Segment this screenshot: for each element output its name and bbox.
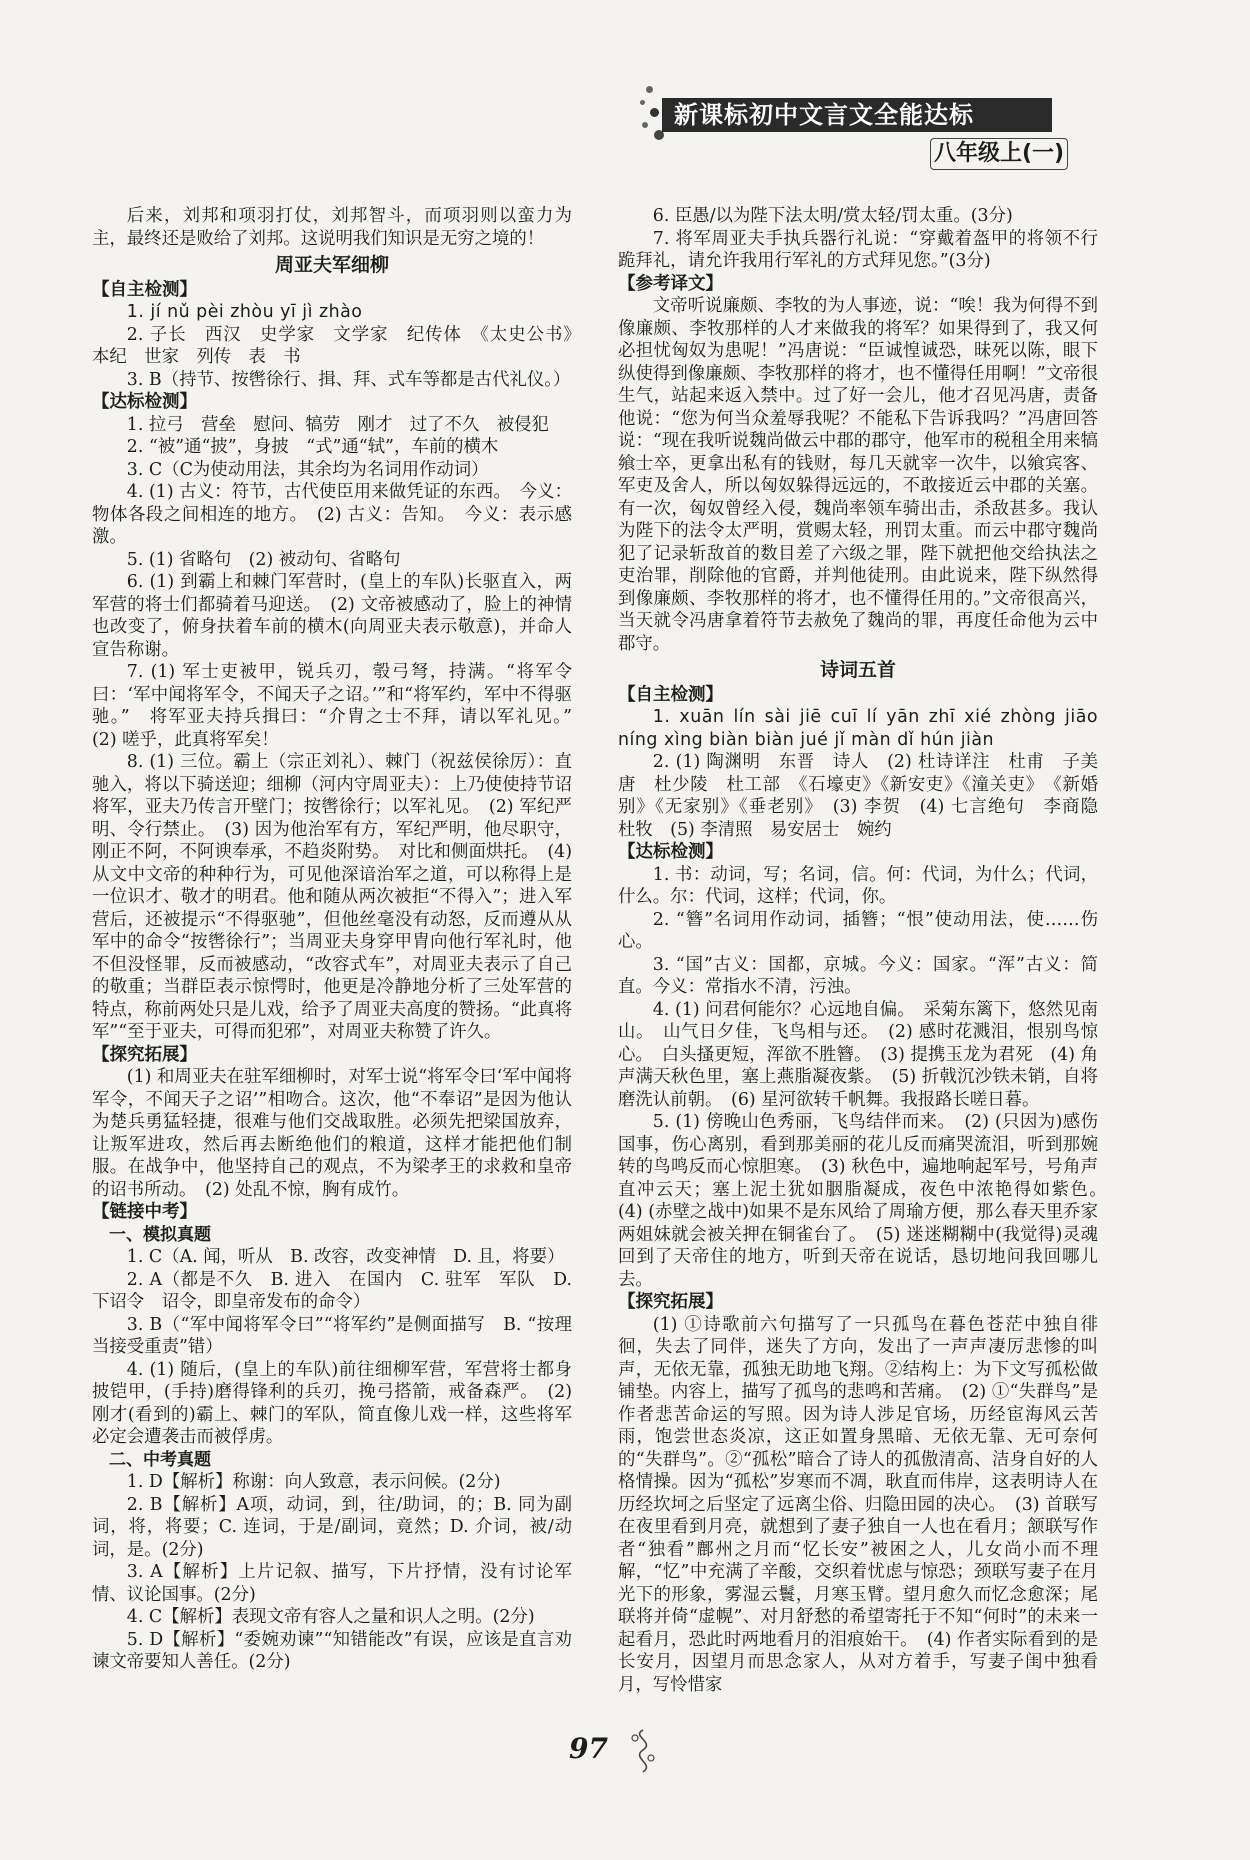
answer-paragraph: 2. (1) 陶渊明 东晋 诗人 (2) 杜诗详注 杜甫 子美 唐 杜少陵 杜工部 《石壕吏》《新安吏》《潼关吏》 《新婚别》《无家别》《垂老别》 (3) 李贺 (4) 七言绝句 李商隐 杜牧 (5) 李清照 易安居士 婉约	[618, 752, 1116, 840]
answer-paragraph: 3. C（C为使动用法，其余均为名词用作动词）	[126, 459, 489, 480]
answer-paragraph: 6. (1) 到霸上和棘门军营时，(皇上的车队)长驱直入，两军营的将士们都骑着马迎送。 (2) 文帝被感动了，脸上的神情也改变了，俯身扶着车前的横木(向周亚夫表示敬意)，并命人宣告称谢。	[92, 572, 572, 660]
section-heading: 【自主检测】	[92, 279, 197, 300]
answer-paragraph: 1. D【解析】称谢：向人致意，表示问候。(2分)	[126, 1472, 501, 1492]
answer-paragraph: 6. 臣愚/以为陛下法太明/赏太轻/罚太重。(3分)	[652, 206, 1013, 226]
answer-paragraph: 3. A【解析】上片记叙、描写，下片抒情，没有讨论军情、议论国事。(2分)	[92, 1562, 572, 1605]
answer-paragraph: 5. D【解析】“委婉劝谏”“知错能改”有误，应该是直言劝谏文帝要知人善任。(2分)	[92, 1629, 572, 1672]
answer-paragraph: 3. B（持节、按辔徐行、揖、拜、式车等都是古代礼仪。）	[126, 369, 571, 390]
answer-paragraph: (1) ①诗歌前六句描写了一只孤鸟在暮色苍茫中独自徘徊，失去了同伴，迷失了方向，发出了一声声凄厉悲惨的叫声，无依无靠，孤独无助地飞翔。②结构上：为下文写孤松做铺垫。内容上，描写了孤鸟的悲鸣和苦痛。 (2) ①“失群鸟”是作者悲苦命运的写照。因为诗人涉足官场，历经宦海风云苦雨，饱尝世态炎凉，这正如置身黑暗、无依无靠、无可奈何的“失群鸟”。②“孤松”暗合了诗人的孤傲清高、洁身自好的人格情操。因为“孤松”岁寒而不凋，耿直而伟岸，这表明诗人在历经坎坷之后坚定了远离尘俗、归隐田园的决心。 (3) 首联写在夜里看到月亮，就想到了妻子独自一人也在看月；颔联写作者“独看”鄜州之月而“忆长安”被困之人，儿女尚小而不理解，“忆”中充满了辛酸，交织着忧虑与惊恐；颈联写妻子在月光下的形象，雾湿云鬟，月寒玉臂。望月愈久而忆念愈深；尾联将并倚“虚幌”、对月舒愁的希望寄托于不知“何时”的未来一起看月，恐此时两地看月的泪痕始干。 (4) 作者实际看到的是长安月，因望月而思念家人，从对方着手，写妻子闺中独看月，写怜惜家	[618, 1314, 1098, 1695]
section-heading: 【参考译文】	[618, 273, 723, 294]
answer-paragraph: 1. C（A. 闻，听从 B. 改容，改变神情 D. 且，将要）	[126, 1247, 565, 1267]
section-heading: 【探究拓展】	[618, 1292, 723, 1312]
answer-paragraph: 4. (1) 古义：符节，古代使臣用来做凭证的东西。 今义：物体各段之间相连的地方。 (2) 古义：告知。 今义：表示感激。	[92, 482, 572, 547]
answer-paragraph: 7. (1) 军士吏被甲，锐兵刃，彀弓弩，持满。“将军令曰：‘军中闻将军令，不闻天子之诏。’”和“将军约，军中不得驱驰。” 将军亚夫持兵揖曰：“介胄之士不拜，请以军礼见。” (2) 嗟乎，此真将军矣！	[92, 662, 590, 750]
section-title: 诗词五首	[819, 659, 896, 681]
pinyin-answer: 1. jí nǔ pèi zhòu yī jì zhào	[126, 302, 363, 322]
left-column	[92, 205, 590, 1674]
answer-paragraph: 4. (1) 问君何能尔？心远地自偏。 采菊东篱下，悠然见南山。 山气日夕佳，飞鸟相与还。 (2) 感时花溅泪，恨别鸟惊心。 白头搔更短，浑欲不胜簪。 (3) 提携玉龙为君死 (4) 角声满天秋色里，塞上燕脂凝夜紫。 (5) 折戟沉沙铁未销，自将磨洗认前朝。 (6) 星河欲转千帆舞。我报路长嗟日暮。	[618, 999, 1098, 1110]
answer-paragraph: 后来，刘邦和项羽打仗，刘邦智斗，而项羽则以蛮力为主，最终还是败给了刘邦。这说明我们知识是无穷之境的！	[92, 206, 572, 249]
section-heading: 【探究拓展】	[92, 1044, 197, 1065]
book-series-title: 新课标初中文言文全能达标	[662, 98, 1052, 132]
section-heading: 【链接中考】	[92, 1202, 197, 1222]
section-title: 周亚夫军细柳	[274, 254, 389, 276]
answer-paragraph: (1) 和周亚夫在驻军细柳时，对军士说“将军令曰‘军中闻将军令，不闻天子之诏’”相吻合。这次，他“不奉诏”是因为他认为楚兵勇猛轻捷，很难与他们交战取胜。必须先把梁国放弃，让叛军进攻，然后再去断绝他们的粮道，这样才能把他们制服。在战争中，他坚持自己的观点，不为梁孝王的求救和皇帝的诏书所动。 (2) 处乱不惊，胸有成竹。	[92, 1067, 572, 1200]
answer-paragraph: 2. 子长 西汉 史学家 文学家 纪传体 《太史公书》 本纪 世家 列传 表 书	[92, 324, 590, 367]
answer-paragraph: 7. 将军周亚夫手执兵器行礼说：“穿戴着盔甲的将领不行跪拜礼，请允许我用行军礼的方式拜见您。”(3分)	[618, 228, 1098, 271]
section-heading: 【达标检测】	[618, 842, 723, 862]
answer-paragraph: 2. A（都是不久 B. 进入 在国内 C. 驻军 军队 D. 下诏令 诏令，即皇帝发布的命令）	[92, 1269, 572, 1312]
page-footer	[565, 1728, 685, 1778]
subsection-heading: 一、模拟真题	[109, 1224, 211, 1245]
flourish-icon	[623, 1728, 663, 1774]
answer-paragraph: 2. “簪”名词用作动词，插簪；“恨”使动用法，使……伤心。	[618, 909, 1098, 952]
answer-paragraph: 2. “被”通“披”，身披 “式”通“轼”，车前的横木	[126, 437, 499, 457]
answer-paragraph: 8. (1) 三位。霸上（宗正刘礼）、棘门（祝兹侯徐厉）：直驰入，将以下骑送迎；细柳（河内守周亚夫）：上乃使使持节诏将军，亚夫乃传言开壁门；按辔徐行；以军礼见。 (2) 军纪严明、令行禁止。 (3) 因为他治军有方，军纪严明，他尽职守，刚正不阿，不阿谀奉承，不趋炎附势。 对比和侧面烘托。 (4) 从文中文帝的种种行为，可见他深谙治军之道，可以称得上是一位识才、敬才的明君。他和随从两次被拒“不得入”；进入军营后，还被提示“不得驱驰”，但他丝毫没有动怒，反而遵从从军中的命令“按辔徐行”；当周亚夫身穿甲胄向他行军礼时，他不但没怪罪，反而被感动，“改容式车”，对周亚夫表示了自己的敬重；当群臣表示惊愕时，他更是冷静地分析了三处军营的特点，称前两处只是儿戏，给予了周亚夫高度的赞扬。“此真将军”“至于亚夫，可得而犯邪”，对周亚夫称赞了许久。	[92, 752, 572, 1042]
subsection-heading: 二、中考真题	[109, 1449, 211, 1470]
page-header	[640, 86, 1065, 176]
answer-paragraph: 2. B【解析】A项，动词，到，往/助词，的；B. 同为副词，将，将要；C. 连词，于是/副词，竟然；D. 介词，被/动词，是。(2分)	[92, 1494, 572, 1560]
pinyin-answer: 1. xuān lín sài jiē cuī lí yān zhī xié zhòng jiāo níng xìng biàn biàn jué jǐ màn dǐ hún jiàn	[618, 707, 1098, 750]
answer-paragraph: 1. 书：动词，写；名词，信。何：代词，为什么；代词，什么。尔：代词，这样；代词，你。	[618, 864, 1098, 907]
page-number: 97	[569, 1732, 608, 1765]
answer-paragraph: 4. C【解析】表现文帝有容人之量和识人之明。(2分)	[126, 1607, 535, 1627]
answer-paragraph: 4. (1) 随后，(皇上的车队)前往细柳军营，军营将士都身披铠甲，(手持)磨得锋利的兵刃，挽弓搭箭，戒备森严。 (2) 刚才(看到的)霸上、棘门的军队，简直像儿戏一样，这些将军必定会遭袭击而被俘虏。	[92, 1359, 572, 1447]
answer-paragraph: 5. (1) 傍晚山色秀丽，飞鸟结伴而来。 (2) (只因为)感伤国事，伤心离别，看到那美丽的花儿反而痛哭流泪，听到那婉转的鸟鸣反而心惊胆寒。 (3) 秋色中，遍地响起军号，号角声直冲云天；塞上泥土犹如胭脂凝成，夜色中浓艳得如紫色。 (4) (赤壁之战中)如果不是东风给了周瑜方便，那么春天里乔家两姐妹就会被关押在铜雀台了。 (5) 迷迷糊糊中(我觉得)灵魂回到了天帝住的地方，听到天帝在说话，恳切地问我回哪儿去。	[618, 1112, 1116, 1290]
answer-paragraph: 文帝听说廉颇、李牧的为人事迹，说：“唉！我为何得不到像廉颇、李牧那样的人才来做我的将军？如果得到了，我又何必担忧匈奴为患呢！”冯唐说：“臣诚惶诚恐，昧死以陈，眼下纵使得到像廉颇、李牧那样的将才，也不懂得任用啊！”文帝很生气，站起来返入禁中。过了好一会儿，他才召见冯唐，责备他说：“您为何当众羞辱我呢？不能私下告诉我吗？”冯唐回答说：“现在我听说魏尚做云中郡的郡守，他军市的税租全用来犒飨士卒，更拿出私有的钱财，每几天就宰一次牛，以飨宾客、军吏及舍人，所以匈奴躲得远远的，不敢接近云中郡的关塞。有一次，匈奴曾经入侵，魏尚率领车骑出击，杀敌甚多。我认为陛下的法令太严明，赏赐太轻，刑罚太重。而云中郡守魏尚犯了记录斩敌首的数目差了六级之罪，陛下就把他交给执法之吏治罪，削除他的官爵，并判他徒刑。由此说来，陛下纵然得到像廉颇、李牧那样的将才，也不懂得任用的。”文帝很高兴，当天就令冯唐拿着符节去赦免了魏尚的罪，再度任命他为云中郡守。	[618, 296, 1098, 654]
answer-paragraph: 1. 拉弓 营垒 慰问、犒劳 刚才 过了不久 被侵犯	[126, 414, 549, 435]
section-heading: 【达标检测】	[92, 392, 197, 412]
grade-label: 八年级上(一)	[930, 138, 1068, 170]
section-heading: 【自主检测】	[618, 684, 723, 705]
answer-paragraph: 5. (1) 省略句 (2) 被动句、省略句	[126, 549, 401, 570]
right-column	[618, 205, 1116, 1696]
answer-paragraph: 3. “国”古义：国都，京城。今义：国家。“浑”古义：简直。今义：常指水不清，污浊。	[618, 954, 1098, 997]
answer-paragraph: 3. B（“军中闻将军令曰”“将军约”是侧面描写 B. “按理当接受重责”错）	[92, 1314, 572, 1357]
